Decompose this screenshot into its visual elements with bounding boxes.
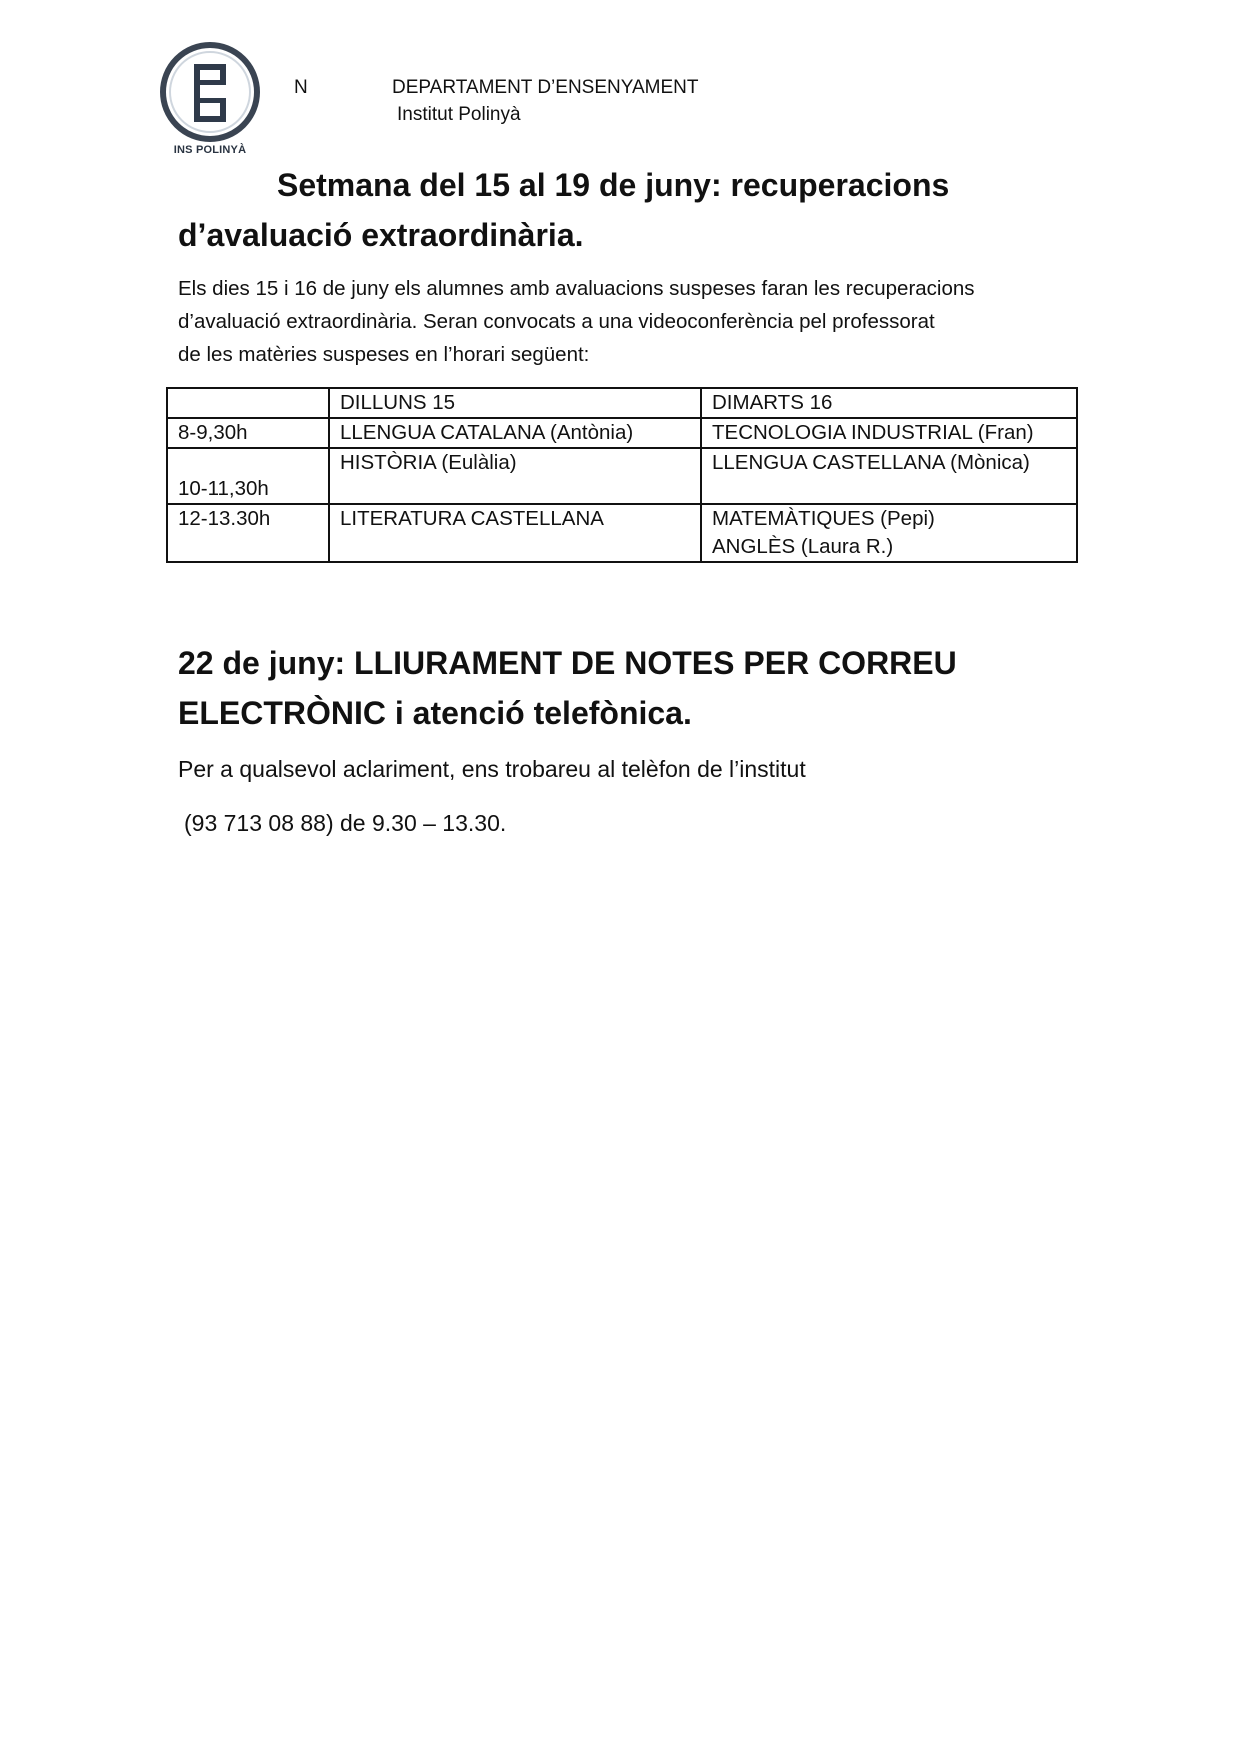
section2-title-line2: ELECTRÒNIC i atenció telefònica.	[178, 695, 692, 731]
subject-entry: HISTÒRIA (Eulàlia)	[340, 451, 517, 474]
institute-name: Institut Polinyà	[397, 104, 521, 125]
subject-entry: TECNOLOGIA INDUSTRIAL (Fran)	[712, 421, 1034, 444]
intro-line: d’avaluació extraordinària. Seran convocats a una videoconferència pel professorat	[178, 310, 935, 333]
intro-paragraph	[178, 272, 1078, 371]
monday-cell	[329, 448, 701, 504]
time-cell: 10-11,30h	[167, 448, 329, 504]
table-header-cell	[167, 388, 329, 418]
section1-title-line2: d’avaluació extraordinària.	[178, 217, 584, 253]
table-row	[167, 504, 1077, 562]
subject-entry: ANGLÈS (Laura R.)	[712, 535, 894, 558]
department-name: DEPARTAMENT D’ENSENYAMENT	[392, 77, 699, 98]
contact-phone-hours: (93 713 08 88) de 9.30 – 13.30.	[184, 810, 507, 836]
header-letter: N	[294, 77, 308, 98]
table-header-row	[167, 388, 1077, 418]
tuesday-cell	[701, 418, 1077, 448]
tuesday-cell	[701, 448, 1077, 504]
section2-title	[178, 638, 1078, 738]
table-row	[167, 418, 1077, 448]
monday-cell	[329, 504, 701, 562]
monday-cell	[329, 418, 701, 448]
subject-entry: LITERATURA CASTELLANA	[340, 507, 604, 530]
time-cell: 8-9,30h	[167, 418, 329, 448]
logo-caption: INS POLINYÀ	[173, 144, 247, 156]
table-row	[167, 448, 1077, 504]
section1-title	[178, 160, 1078, 260]
subject-entry: LLENGUA CASTELLANA (Mònica)	[712, 451, 1030, 474]
subject-entry: MATEMÀTIQUES (Pepi)	[712, 507, 935, 530]
schedule-table	[166, 387, 1078, 563]
tuesday-cell	[701, 504, 1077, 562]
table-header-cell: DIMARTS 16	[701, 388, 1077, 418]
logo-emblem-icon	[158, 42, 262, 146]
section2-title-line1: 22 de juny: LLIURAMENT DE NOTES PER CORREU	[178, 645, 957, 681]
intro-line: Els dies 15 i 16 de juny els alumnes amb avaluacions suspeses faran les recuperacions	[178, 277, 975, 300]
section1-title-line1: Setmana del 15 al 19 de juny: recuperacions	[277, 167, 950, 203]
contact-text: Per a qualsevol aclariment, ens trobareu al telèfon de l’institut	[178, 756, 806, 782]
subject-entry: LLENGUA CATALANA (Antònia)	[340, 421, 634, 444]
intro-line: de les matèries suspeses en l’horari següent:	[178, 343, 590, 366]
time-cell: 12-13.30h	[167, 504, 329, 562]
table-header-cell: DILLUNS 15	[329, 388, 701, 418]
